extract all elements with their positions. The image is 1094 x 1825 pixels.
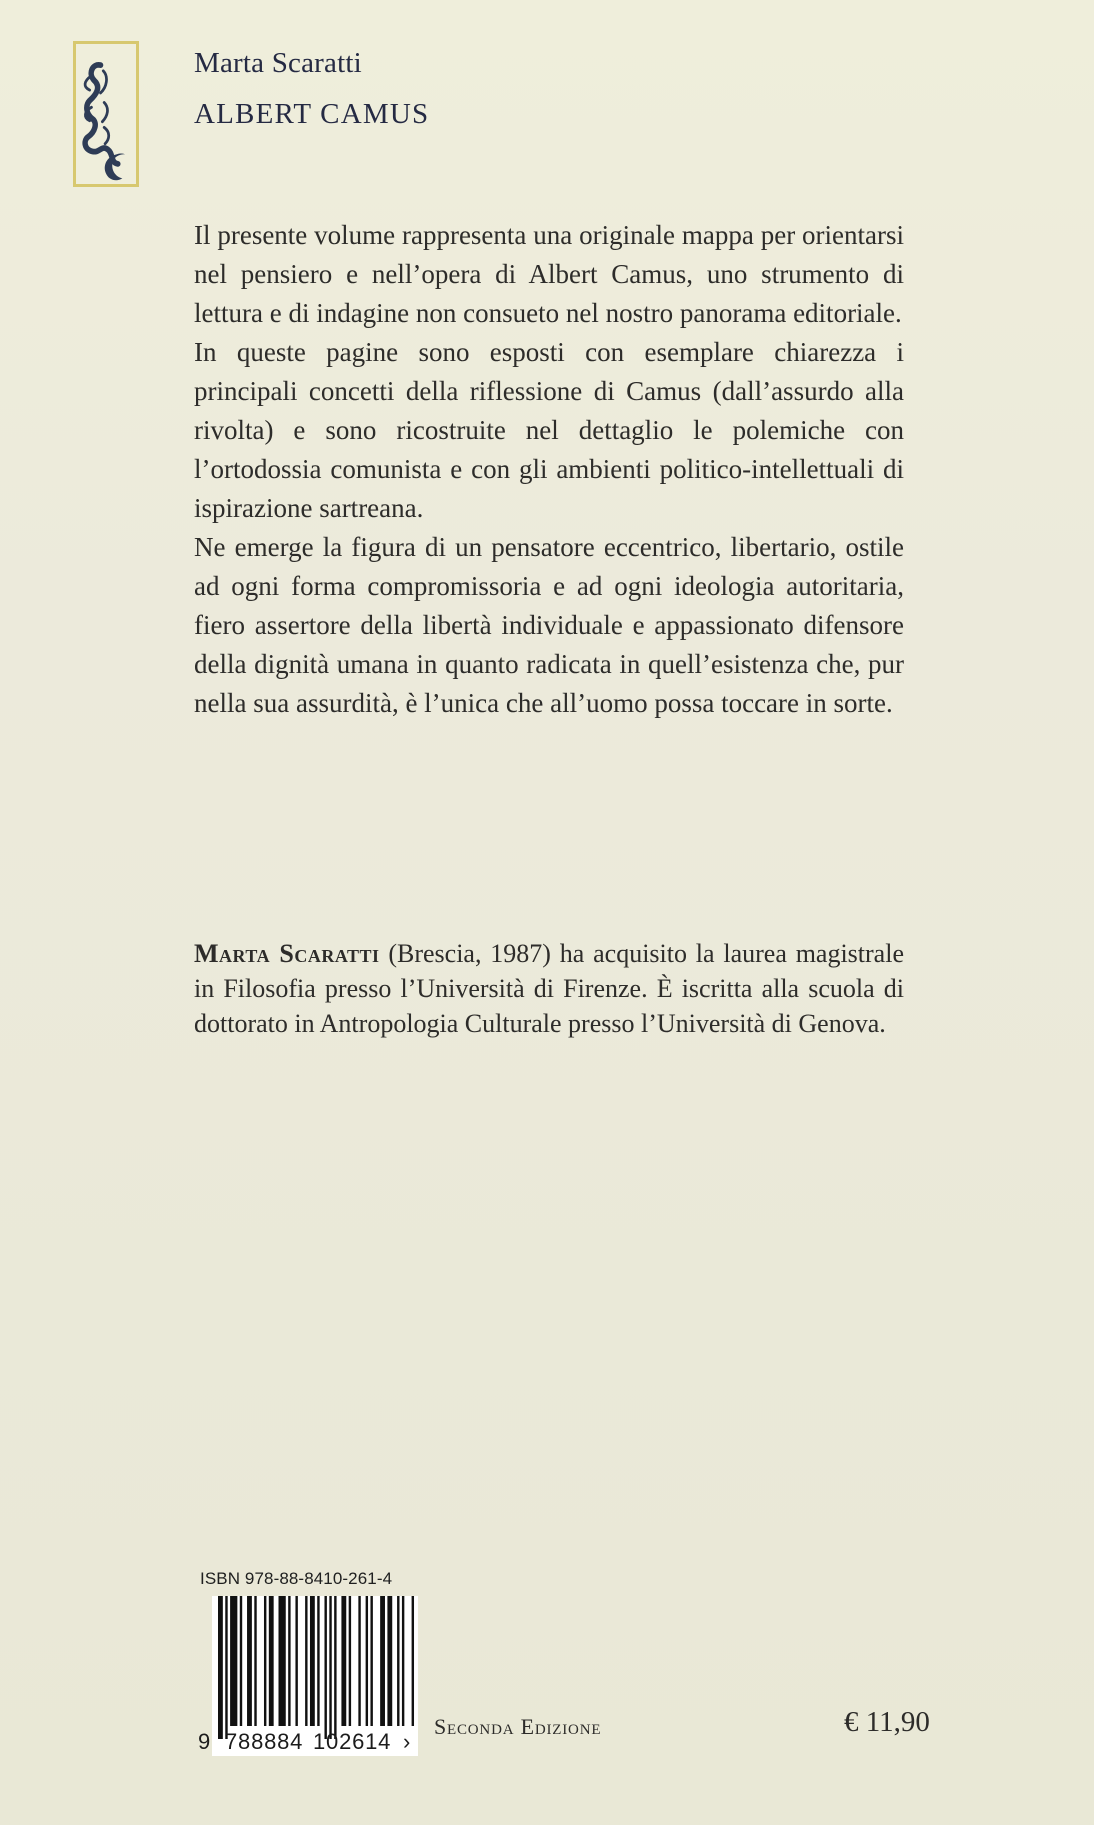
barcode-bar [334,1596,336,1739]
description-paragraph: Il presente volume rappresenta una originale mappa per orientarsi nel pensiero e nell’opera di Albert Camus, uno strumento di lettura e di indagine non consueto nel nostro panorama editoriale. [194,220,904,328]
barcode-bar [247,1596,252,1726]
price-label: € 11,90 [844,1706,930,1738]
author-biography-paragraph [194,936,904,1041]
barcode-bar [370,1596,372,1726]
author-biography-name: Marta Scaratti [194,939,380,968]
author-biography [194,936,904,1041]
barcode-bar [269,1596,274,1726]
description-paragraph: In queste pagine sono esposti con esemplare chiarezza i principali concetti della riflessione di Camus (dall’assurdo alla rivolta) e sono ricostruite nel dettaglio le polemiche con l’ortodossia comunista e con gli ambienti politico-intellettuali di ispirazione sartreana. [194,337,904,523]
barcode-bar [412,1596,414,1726]
publisher-logo-svg [76,44,136,184]
barcode-bar [402,1596,404,1726]
barcode-bar [288,1596,290,1726]
barcode-bar [358,1596,360,1726]
barcode-bar [324,1596,326,1739]
book-title: ALBERT CAMUS [194,98,430,130]
barcode-bar [349,1596,351,1726]
barcode-end-mark: › [403,1729,411,1754]
barcode-bar [305,1596,307,1726]
barcode-bar [380,1596,385,1726]
barcode-graphic [198,1596,418,1756]
barcode-bars [218,1596,418,1739]
publisher-logo-icon [73,41,139,187]
barcode-bar [366,1596,368,1726]
book-author: Marta Scaratti [194,47,362,79]
barcode-bar [218,1596,223,1739]
isbn-number: ISBN 978-88-8410-261-4 [200,1569,393,1588]
barcode-bar [317,1596,319,1726]
book-description [194,216,904,723]
barcode-bar [341,1596,346,1726]
author-biography-text: (Brescia, 1987) ha acquisito la laurea magistrale in Filosofia presso l’Università di Firenze. È iscritta alla scuola di dottorato in Antropologia Culturale presso l’Università di Genova. [194,939,904,1038]
barcode-digits-right: 102614 [313,1729,392,1754]
barcode-bar [397,1596,399,1726]
barcode-bar [279,1596,286,1726]
barcode-first-digit: 9 [198,1729,211,1754]
description-paragraph: Ne emerge la figura di un pensatore eccentrico, libertario, ostile ad ogni forma compromissoria e ad ogni ideologia autoritaria, fiero assertore della libertà individuale e appassionato difensore della dignità umana in quanto radicata in quell’esistenza che, pur nella sua assurdità, è l’unica che all’uomo possa toccare in sorte. [194,532,904,718]
barcode-digits-left: 788884 [225,1729,304,1754]
barcode-bar [329,1596,331,1739]
barcode-bar [254,1596,256,1726]
barcode-bar [295,1596,297,1726]
barcode-bar [225,1596,227,1739]
barcode-bar [240,1596,242,1726]
barcode-bar [264,1596,266,1726]
barcode-icon [198,1596,418,1756]
edition-label: Seconda Edizione [434,1714,602,1739]
barcode-bar [310,1596,315,1726]
barcode-bar [230,1596,237,1726]
barcode-bar [387,1596,392,1726]
